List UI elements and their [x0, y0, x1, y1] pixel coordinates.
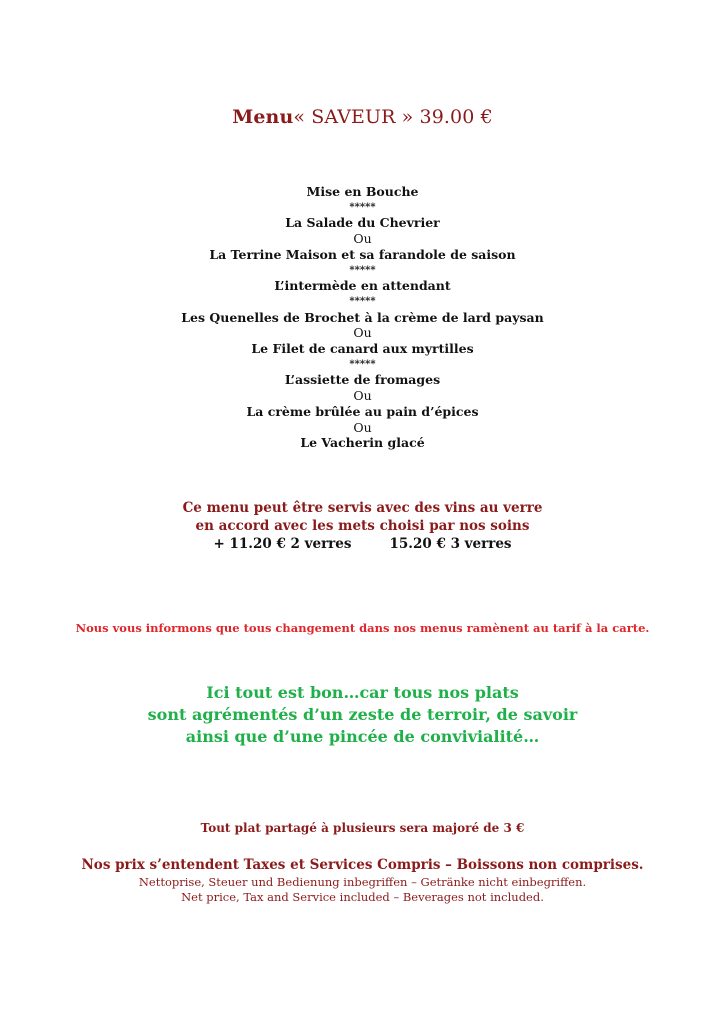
- course-or: Ou: [353, 325, 372, 341]
- wine-pairing-line: en accord avec les mets choisi par nos soins: [195, 518, 530, 534]
- course-dish: Le Vacherin glacé: [300, 435, 425, 451]
- course-dish: La Terrine Maison et sa farandole de saison: [209, 246, 516, 262]
- course-or: Ou: [353, 419, 372, 435]
- course-dish: Le Filet de canard aux myrtilles: [251, 341, 474, 357]
- slogan-line: Ici tout est bon…car tous nos plats: [206, 683, 519, 702]
- course-separator: *****: [349, 295, 376, 307]
- course-or: Ou: [353, 388, 372, 404]
- wine-prices: [0, 535, 725, 553]
- course-dish: L’intermède en attendant: [274, 278, 451, 294]
- wine-pairing: [0, 499, 725, 553]
- wine-pairing-line: Ce menu peut être servis avec des vins au verre: [182, 500, 543, 516]
- course-separator: *****: [349, 358, 376, 370]
- course-or: Ou: [353, 231, 372, 247]
- course-separator: *****: [349, 201, 376, 213]
- shared-dish-notice: Tout plat partagé à plusieurs sera majoré de 3 €: [200, 821, 525, 835]
- course-dish: La Salade du Chevrier: [285, 215, 440, 231]
- menu-change-notice: Nous vous informons que tous changement dans nos menus ramènent au tarif à la carte.: [75, 621, 650, 635]
- course-dish: L’assiette de fromages: [284, 372, 441, 388]
- prices-note-de: Nettoprise, Steuer und Bedienung inbegriffen – Getränke nicht einbegriffen.: [138, 875, 587, 889]
- course-dish: Les Quenelles de Brochet à la crème de lard paysan: [181, 309, 544, 325]
- prices-note-en: Net price, Tax and Service included – Beverages not included.: [181, 890, 544, 904]
- wine-price-2-glasses: + 11.20 € 2 verres: [213, 536, 352, 552]
- menu-title: [0, 106, 725, 128]
- prices-note-fr: Nos prix s’entendent Taxes et Services Compris – Boissons non comprises.: [81, 857, 644, 873]
- slogan-line: sont agrémentés d’un zeste de terroir, de savoir: [147, 705, 578, 724]
- slogan: [0, 682, 725, 748]
- course-list: [0, 184, 725, 451]
- menu-title-word: Menu: [232, 106, 294, 128]
- slogan-line: ainsi que d’une pincée de convivialité…: [185, 727, 540, 746]
- course-dish: La crème brûlée au pain d’épices: [246, 403, 479, 419]
- menu-title-name-price: « SAVEUR » 39.00 €: [293, 106, 493, 128]
- wine-price-3-glasses: 15.20 € 3 verres: [389, 536, 512, 552]
- course-dish: Mise en Bouche: [306, 184, 419, 199]
- prices-note: [0, 856, 725, 905]
- course-separator: *****: [349, 264, 376, 276]
